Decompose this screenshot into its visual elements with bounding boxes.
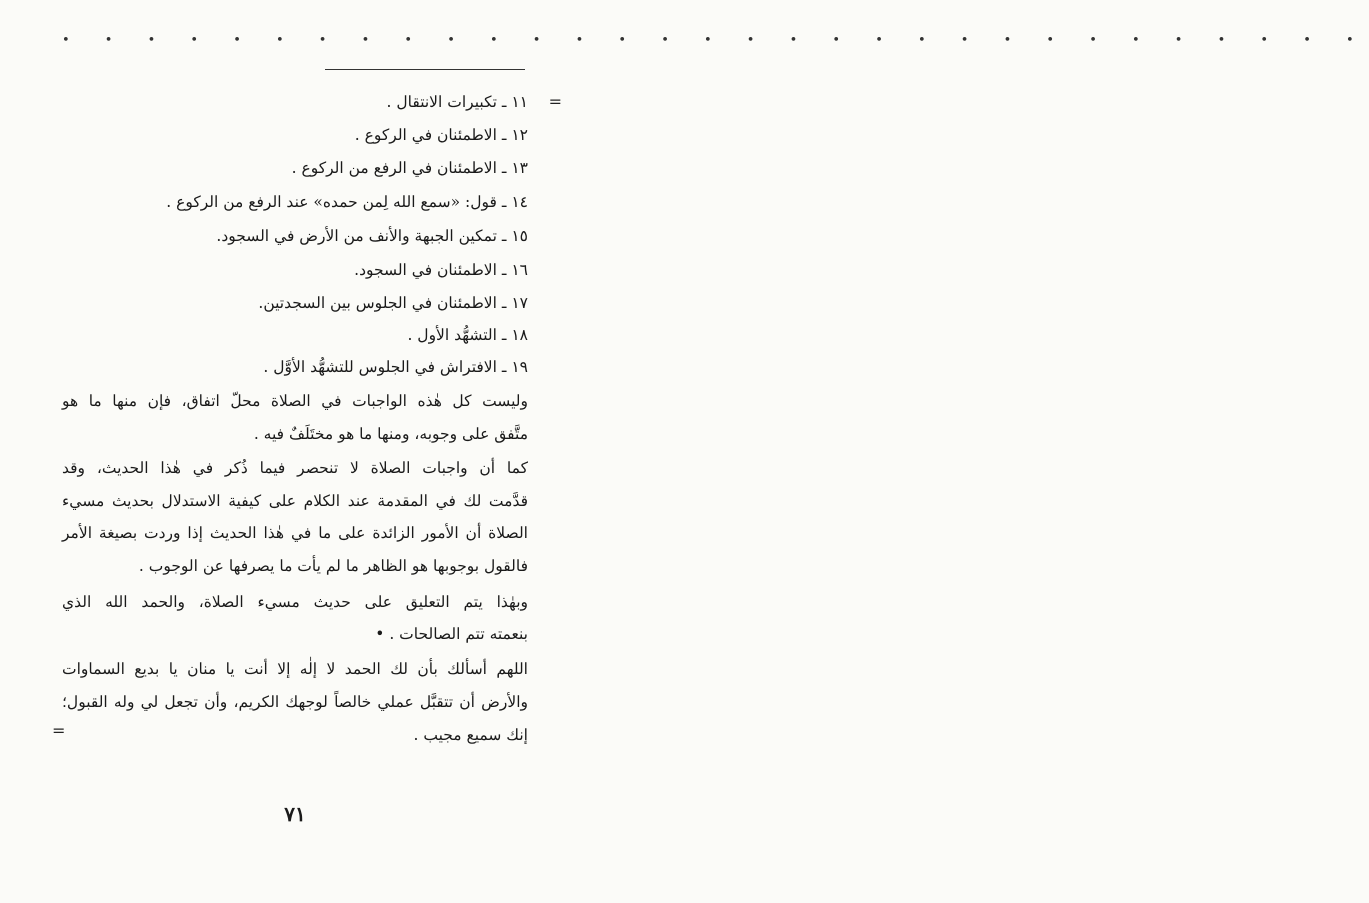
list-item: ١٩ ـ الافتراش في الجلوس للتشهُّد الأوَّل . [263, 358, 528, 376]
paragraph-line: فالقول بوجوبها هو الظاهر ما لم يأت ما يصرفها عن الوجوب . [138, 557, 528, 575]
list-item: ١٥ ـ تمكين الجبهة والأنف من الأرض في السجود. [216, 227, 528, 245]
paragraph-line: اللهم أسألك بأن لك الحمد لا إلٰه إلا أنت يا منان يا بديع السماوات [62, 660, 528, 678]
paragraph-line: والأرض أن تتقبَّل عملي خالصاً لوجهك الكريم، وأن تجعل لي وله القبول؛ [62, 693, 528, 711]
page-number: ٧١ [284, 802, 306, 826]
list-item: ١١ ـ تكبيرات الانتقال . [386, 93, 528, 111]
margin-mark-bottom: = [52, 721, 66, 740]
paragraph-line: وبهٰذا يتم التعليق على حديث مسيء الصلاة، والحمد الله الذي [62, 593, 528, 611]
header-rule [325, 69, 525, 70]
paragraph-line: قدَّمت لك في المقدمة عند الكلام على كيفية الاستدلال بحديث مسيء [62, 492, 528, 510]
header-dotted-rule: • • • • • • • • • • • • • • • • • • • • • • • • • • • • • • • [62, 33, 1369, 48]
paragraph-line: بنعمته تتم الصالحات . • [375, 625, 528, 643]
list-item: ١٤ ـ قول: «سمع الله لِمن حمده» عند الرفع من الركوع . [166, 193, 528, 211]
list-item: ١٧ ـ الاطمئنان في الجلوس بين السجدتين. [258, 294, 528, 312]
paragraph-line: إنك سميع مجيب . [413, 726, 528, 744]
margin-mark-top: = [548, 92, 562, 111]
list-item: ١٦ ـ الاطمئنان في السجود. [354, 261, 528, 279]
paragraph-line: الصلاة أن الأمور الزائدة على ما في هٰذا الحديث إذا وردت بصيغة الأمر [62, 524, 528, 542]
list-item: ١٨ ـ التشهُّد الأول . [407, 326, 528, 344]
list-item: ١٣ ـ الاطمئنان في الرفع من الركوع . [291, 159, 528, 177]
paragraph-line: متَّفق على وجوبه، ومنها ما هو مختَلَفٌ فيه . [253, 425, 528, 443]
paragraph-line: وليست كل هٰذه الواجبات في الصلاة محلّ اتفاق، فإن منها ما هو [62, 392, 528, 410]
list-item: ١٢ ـ الاطمئنان في الركوع . [354, 126, 528, 144]
paragraph-line: كما أن واجبات الصلاة لا تنحصر فيما ذُكر في هٰذا الحديث، وقد [62, 459, 528, 477]
